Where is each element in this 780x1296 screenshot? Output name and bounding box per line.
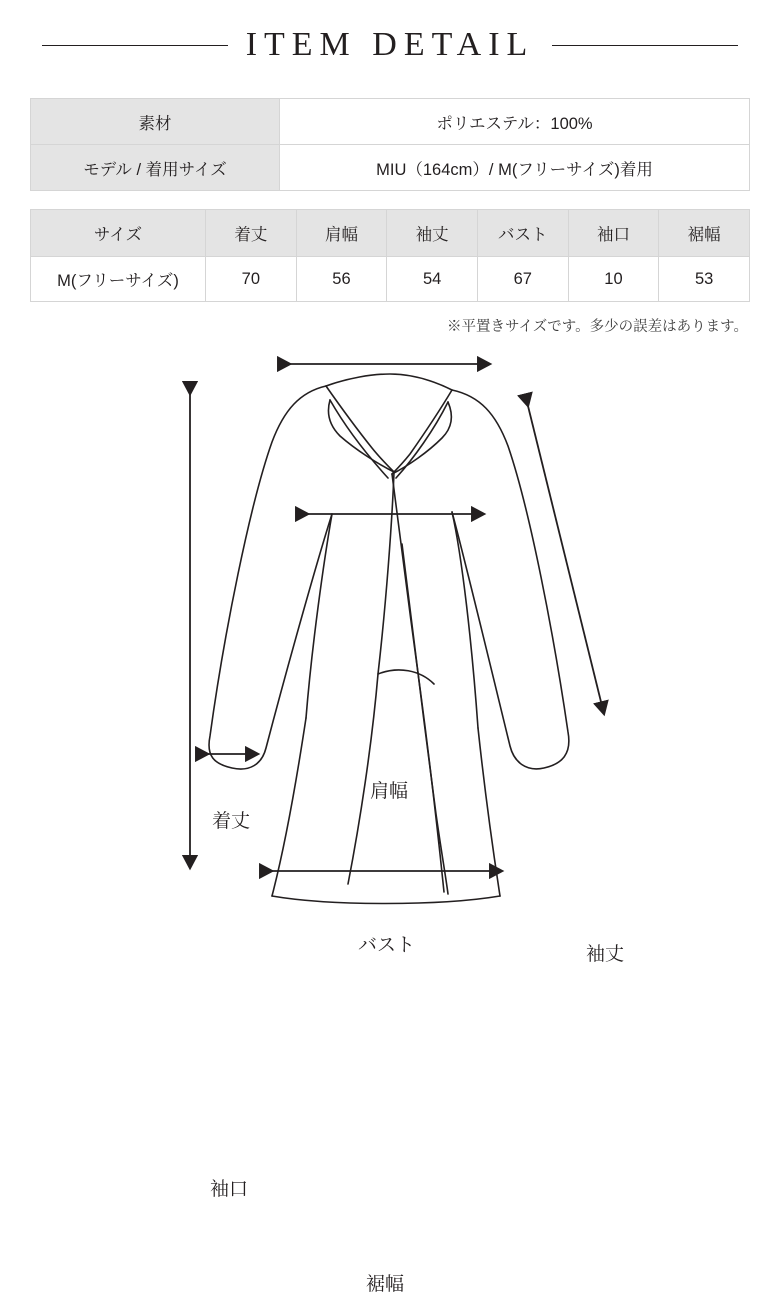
material-value: ポリエステル：100% [280, 99, 750, 145]
page-title [0, 26, 780, 64]
size-cell-sleeve: 54 [387, 257, 478, 302]
arrow-sleeve [528, 406, 604, 714]
size-header-cuff: 袖口 [568, 210, 659, 257]
table-header-row [31, 210, 750, 257]
size-header-length: 着丈 [206, 210, 297, 257]
diagram-label-length: 着丈 [212, 811, 251, 832]
garment-measurement-diagram [0, 344, 780, 1295]
table-row [31, 99, 750, 145]
material-table [30, 98, 750, 191]
size-cell-cuff: 10 [568, 257, 659, 302]
size-header-bust: バスト [477, 210, 568, 257]
diagram-label-sleeve: 袖丈 [586, 944, 625, 965]
size-header-hem: 裾幅 [659, 210, 750, 257]
tables-section [0, 98, 780, 302]
size-cell-name: M(フリーサイズ) [31, 257, 206, 302]
size-header-sleeve: 袖丈 [387, 210, 478, 257]
page-title-text: ITEM DETAIL [245, 26, 535, 63]
model-label: モデル / 着用サイズ [31, 145, 280, 191]
title-rule-right [552, 45, 738, 46]
table-row [31, 257, 750, 302]
size-header-shoulder: 肩幅 [296, 210, 387, 257]
size-table [30, 209, 750, 302]
diagram-label-hem: 裾幅 [366, 1274, 405, 1295]
size-cell-shoulder: 56 [296, 257, 387, 302]
diagram-label-cuff: 袖口 [210, 1179, 249, 1200]
diagram-label-shoulder: 肩幅 [370, 781, 409, 802]
diagram-label-bust: バスト [358, 935, 416, 956]
size-header-size: サイズ [31, 210, 206, 257]
title-rule-left [42, 45, 228, 46]
size-cell-hem: 53 [659, 257, 750, 302]
size-cell-bust: 67 [477, 257, 568, 302]
size-note: ※平置きサイズです。多少の誤差はあります。 [446, 319, 748, 335]
model-value: MIU（164cm）/ M(フリーサイズ)着用 [280, 145, 750, 191]
size-cell-length: 70 [206, 257, 297, 302]
garment-illustration [0, 344, 780, 944]
material-label: 素材 [31, 99, 280, 145]
table-row [31, 145, 750, 191]
